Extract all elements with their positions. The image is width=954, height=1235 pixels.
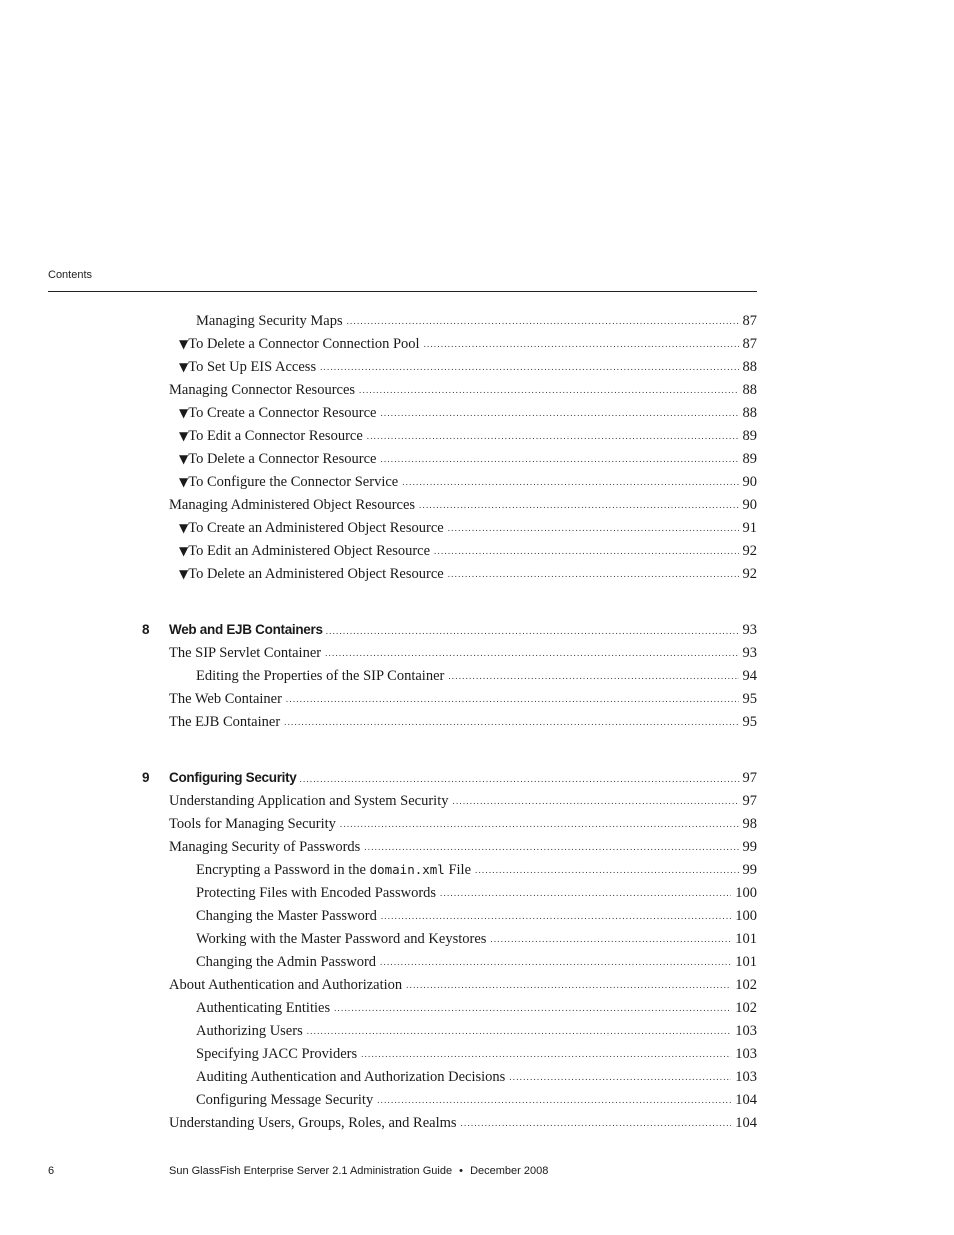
dot-leader (380, 454, 738, 464)
procedure-triangle-icon: ▼ (179, 406, 189, 420)
footer-page-number: 6 (48, 1165, 55, 1177)
toc-entry-title: To Set Up EIS Access (188, 359, 317, 375)
toc-entry-page: 101 (735, 954, 757, 970)
toc-entry[interactable] (179, 474, 757, 496)
toc-entry-page: 103 (735, 1023, 757, 1039)
toc-entry-title: Changing the Master Password (196, 908, 377, 924)
footer-book-title: Sun GlassFish Enterprise Server 2.1 Administration Guide (169, 1165, 453, 1177)
toc-entry[interactable] (196, 313, 757, 335)
toc-entry-page: 98 (742, 816, 757, 832)
toc-entry[interactable] (196, 1023, 757, 1045)
procedure-triangle-icon: ▼ (179, 452, 189, 466)
toc-entry-title: Tools for Managing Security (169, 816, 336, 832)
toc-entry[interactable] (169, 977, 757, 999)
toc-entry-page: 95 (742, 714, 757, 730)
toc-entry[interactable] (196, 1000, 757, 1022)
toc-entry[interactable] (196, 885, 757, 907)
title-text-before: Encrypting a Password in the (196, 862, 366, 878)
toc-entry-page: 87 (742, 336, 757, 352)
dot-leader (284, 717, 738, 727)
toc-entry-title: Working with the Master Password and Keystores (196, 931, 487, 947)
chapter-title: Web and EJB Containers (169, 622, 323, 637)
toc-entry-title: To Delete a Connector Resource (188, 451, 377, 467)
toc-entry[interactable] (169, 816, 757, 838)
toc-entry-title: Auditing Authentication and Authorization Decisions (196, 1069, 506, 1085)
toc-entry[interactable] (196, 1069, 757, 1091)
toc-entry[interactable] (169, 382, 757, 404)
toc-entry-page: 93 (742, 645, 757, 661)
toc-entry[interactable] (196, 931, 757, 953)
chapter-page: 93 (742, 622, 757, 638)
toc-entry[interactable] (196, 1092, 757, 1114)
toc-entry-page: 94 (742, 668, 757, 684)
toc-entry-title: To Delete a Connector Connection Pool (188, 336, 420, 352)
dot-leader (347, 316, 739, 326)
toc-entry-page: 101 (735, 931, 757, 947)
procedure-triangle-icon: ▼ (179, 521, 189, 535)
toc-entry[interactable] (169, 714, 757, 736)
toc-entry-page: 102 (735, 977, 757, 993)
toc-entry-page: 102 (735, 1000, 757, 1016)
dot-leader (440, 888, 731, 898)
footer-book-info (169, 1165, 548, 1177)
chapter-heading[interactable] (142, 770, 757, 792)
toc-entry-page: 88 (742, 382, 757, 398)
toc-entry-page: 97 (742, 793, 757, 809)
toc-entry[interactable] (169, 1115, 757, 1137)
toc-entry-title: Understanding Application and System Security (169, 793, 449, 809)
dot-leader (490, 934, 731, 944)
toc-entry-title: The EJB Container (169, 714, 281, 730)
chapter-title: Configuring Security (169, 770, 297, 785)
dot-leader (419, 500, 738, 510)
toc-entry-page: 104 (735, 1115, 757, 1131)
dot-leader (361, 1049, 731, 1059)
toc-entry-page: 87 (742, 313, 757, 329)
toc-entry-title: Authenticating Entities (196, 1000, 331, 1016)
dot-leader (380, 408, 738, 418)
dot-leader (453, 796, 739, 806)
chapter-heading[interactable] (142, 622, 757, 644)
filename-code: domain.xml (369, 862, 445, 877)
dot-leader (402, 477, 738, 487)
dot-leader (359, 385, 738, 395)
toc-entry-page: 103 (735, 1069, 757, 1085)
dot-leader (380, 957, 731, 967)
toc-entry[interactable] (179, 359, 757, 381)
dot-leader (377, 1095, 731, 1105)
toc-entry-title: About Authentication and Authorization (169, 977, 403, 993)
toc-entry[interactable] (169, 497, 757, 519)
procedure-triangle-icon: ▼ (179, 337, 189, 351)
dot-leader (448, 523, 739, 533)
procedure-triangle-icon: ▼ (179, 429, 189, 443)
dot-leader (475, 865, 738, 875)
toc-entry-title: To Create a Connector Resource (188, 405, 377, 421)
toc-entry-page: 99 (742, 839, 757, 855)
toc-entry-title: To Edit an Administered Object Resource (188, 543, 431, 559)
dot-leader (424, 339, 739, 349)
toc-entry-title: Understanding Users, Groups, Roles, and Realms (169, 1115, 457, 1131)
dot-leader (286, 694, 739, 704)
toc-entry[interactable] (179, 451, 757, 473)
toc-entry[interactable] (196, 1046, 757, 1068)
dot-leader (334, 1003, 731, 1013)
toc-entry-title: To Delete an Administered Object Resource (188, 566, 444, 582)
toc-entry-title: Managing Security of Passwords (169, 839, 361, 855)
chapter-page: 97 (742, 770, 757, 786)
toc-entry[interactable] (179, 336, 757, 358)
toc-entry-page: 92 (742, 543, 757, 559)
toc-entry[interactable] (196, 954, 757, 976)
toc-entry[interactable] (179, 428, 757, 450)
toc-entry-page: 89 (742, 451, 757, 467)
dot-leader (461, 1118, 732, 1128)
dot-leader (320, 362, 738, 372)
title-text-after: File (448, 862, 472, 878)
toc-entry-title: The SIP Servlet Container (169, 645, 322, 661)
toc-entry[interactable] (179, 520, 757, 542)
header-rule (48, 291, 757, 292)
toc-entry-title: Specifying JACC Providers (196, 1046, 358, 1062)
toc-entry-page: 100 (735, 908, 757, 924)
dot-leader (448, 569, 739, 579)
procedure-triangle-icon: ▼ (179, 475, 189, 489)
procedure-triangle-icon: ▼ (179, 360, 189, 374)
toc-entry-page: 89 (742, 428, 757, 444)
chapter-number: 9 (142, 770, 150, 785)
toc-entry[interactable] (179, 566, 757, 588)
toc-entry-page: 91 (742, 520, 757, 536)
dot-leader (367, 431, 739, 441)
toc-entry-title: Managing Administered Object Resources (169, 497, 416, 513)
toc-entry-title: To Edit a Connector Resource (188, 428, 363, 444)
toc-entry[interactable] (169, 839, 757, 861)
toc-entry-title: Managing Security Maps (196, 313, 343, 329)
dot-leader (307, 1026, 732, 1036)
toc-entry-title: Editing the Properties of the SIP Container (196, 668, 445, 684)
dot-leader (340, 819, 739, 829)
toc-entry-title: To Configure the Connector Service (188, 474, 399, 490)
toc-entry-page: 100 (735, 885, 757, 901)
toc-entry-page: 88 (742, 359, 757, 375)
dot-leader (448, 671, 738, 681)
dot-leader (381, 911, 731, 921)
dot-leader (325, 648, 738, 658)
toc-entry[interactable] (196, 908, 757, 930)
toc-entry[interactable] (196, 862, 757, 884)
toc-entry[interactable] (196, 668, 757, 690)
toc-entry-page: 99 (742, 862, 757, 878)
dot-leader (509, 1072, 731, 1082)
toc-entry-page: 88 (742, 405, 757, 421)
toc-entry-title: Protecting Files with Encoded Passwords (196, 885, 437, 901)
toc-entry-title: The Web Container (169, 691, 282, 707)
toc-entry-page: 103 (735, 1046, 757, 1062)
toc-entry-title: Managing Connector Resources (169, 382, 356, 398)
toc-entry[interactable] (179, 543, 757, 565)
toc-entry-page: 90 (742, 497, 757, 513)
dot-leader (406, 980, 731, 990)
toc-entry[interactable] (179, 405, 757, 427)
toc-entry-page: 90 (742, 474, 757, 490)
dot-leader (326, 626, 740, 636)
dot-leader (364, 842, 738, 852)
dot-leader (300, 774, 740, 784)
toc-entry-title: Authorizing Users (196, 1023, 303, 1039)
toc-entry[interactable] (169, 645, 757, 667)
toc-entry[interactable] (169, 691, 757, 713)
toc-entry-page: 104 (735, 1092, 757, 1108)
toc-entry[interactable] (169, 793, 757, 815)
footer-date: December 2008 (470, 1165, 549, 1177)
toc-entry-title (196, 862, 471, 879)
procedure-triangle-icon: ▼ (179, 567, 189, 581)
toc-entry-page: 95 (742, 691, 757, 707)
toc-entry-page: 92 (742, 566, 757, 582)
header-section-label: Contents (48, 269, 93, 281)
toc-entry-title: Changing the Admin Password (196, 954, 377, 970)
dot-leader (434, 546, 738, 556)
footer-separator: • (459, 1165, 463, 1177)
procedure-triangle-icon: ▼ (179, 544, 189, 558)
chapter-number: 8 (142, 622, 150, 637)
toc-entry-title: Configuring Message Security (196, 1092, 374, 1108)
toc-entry-title: To Create an Administered Object Resource (188, 520, 444, 536)
